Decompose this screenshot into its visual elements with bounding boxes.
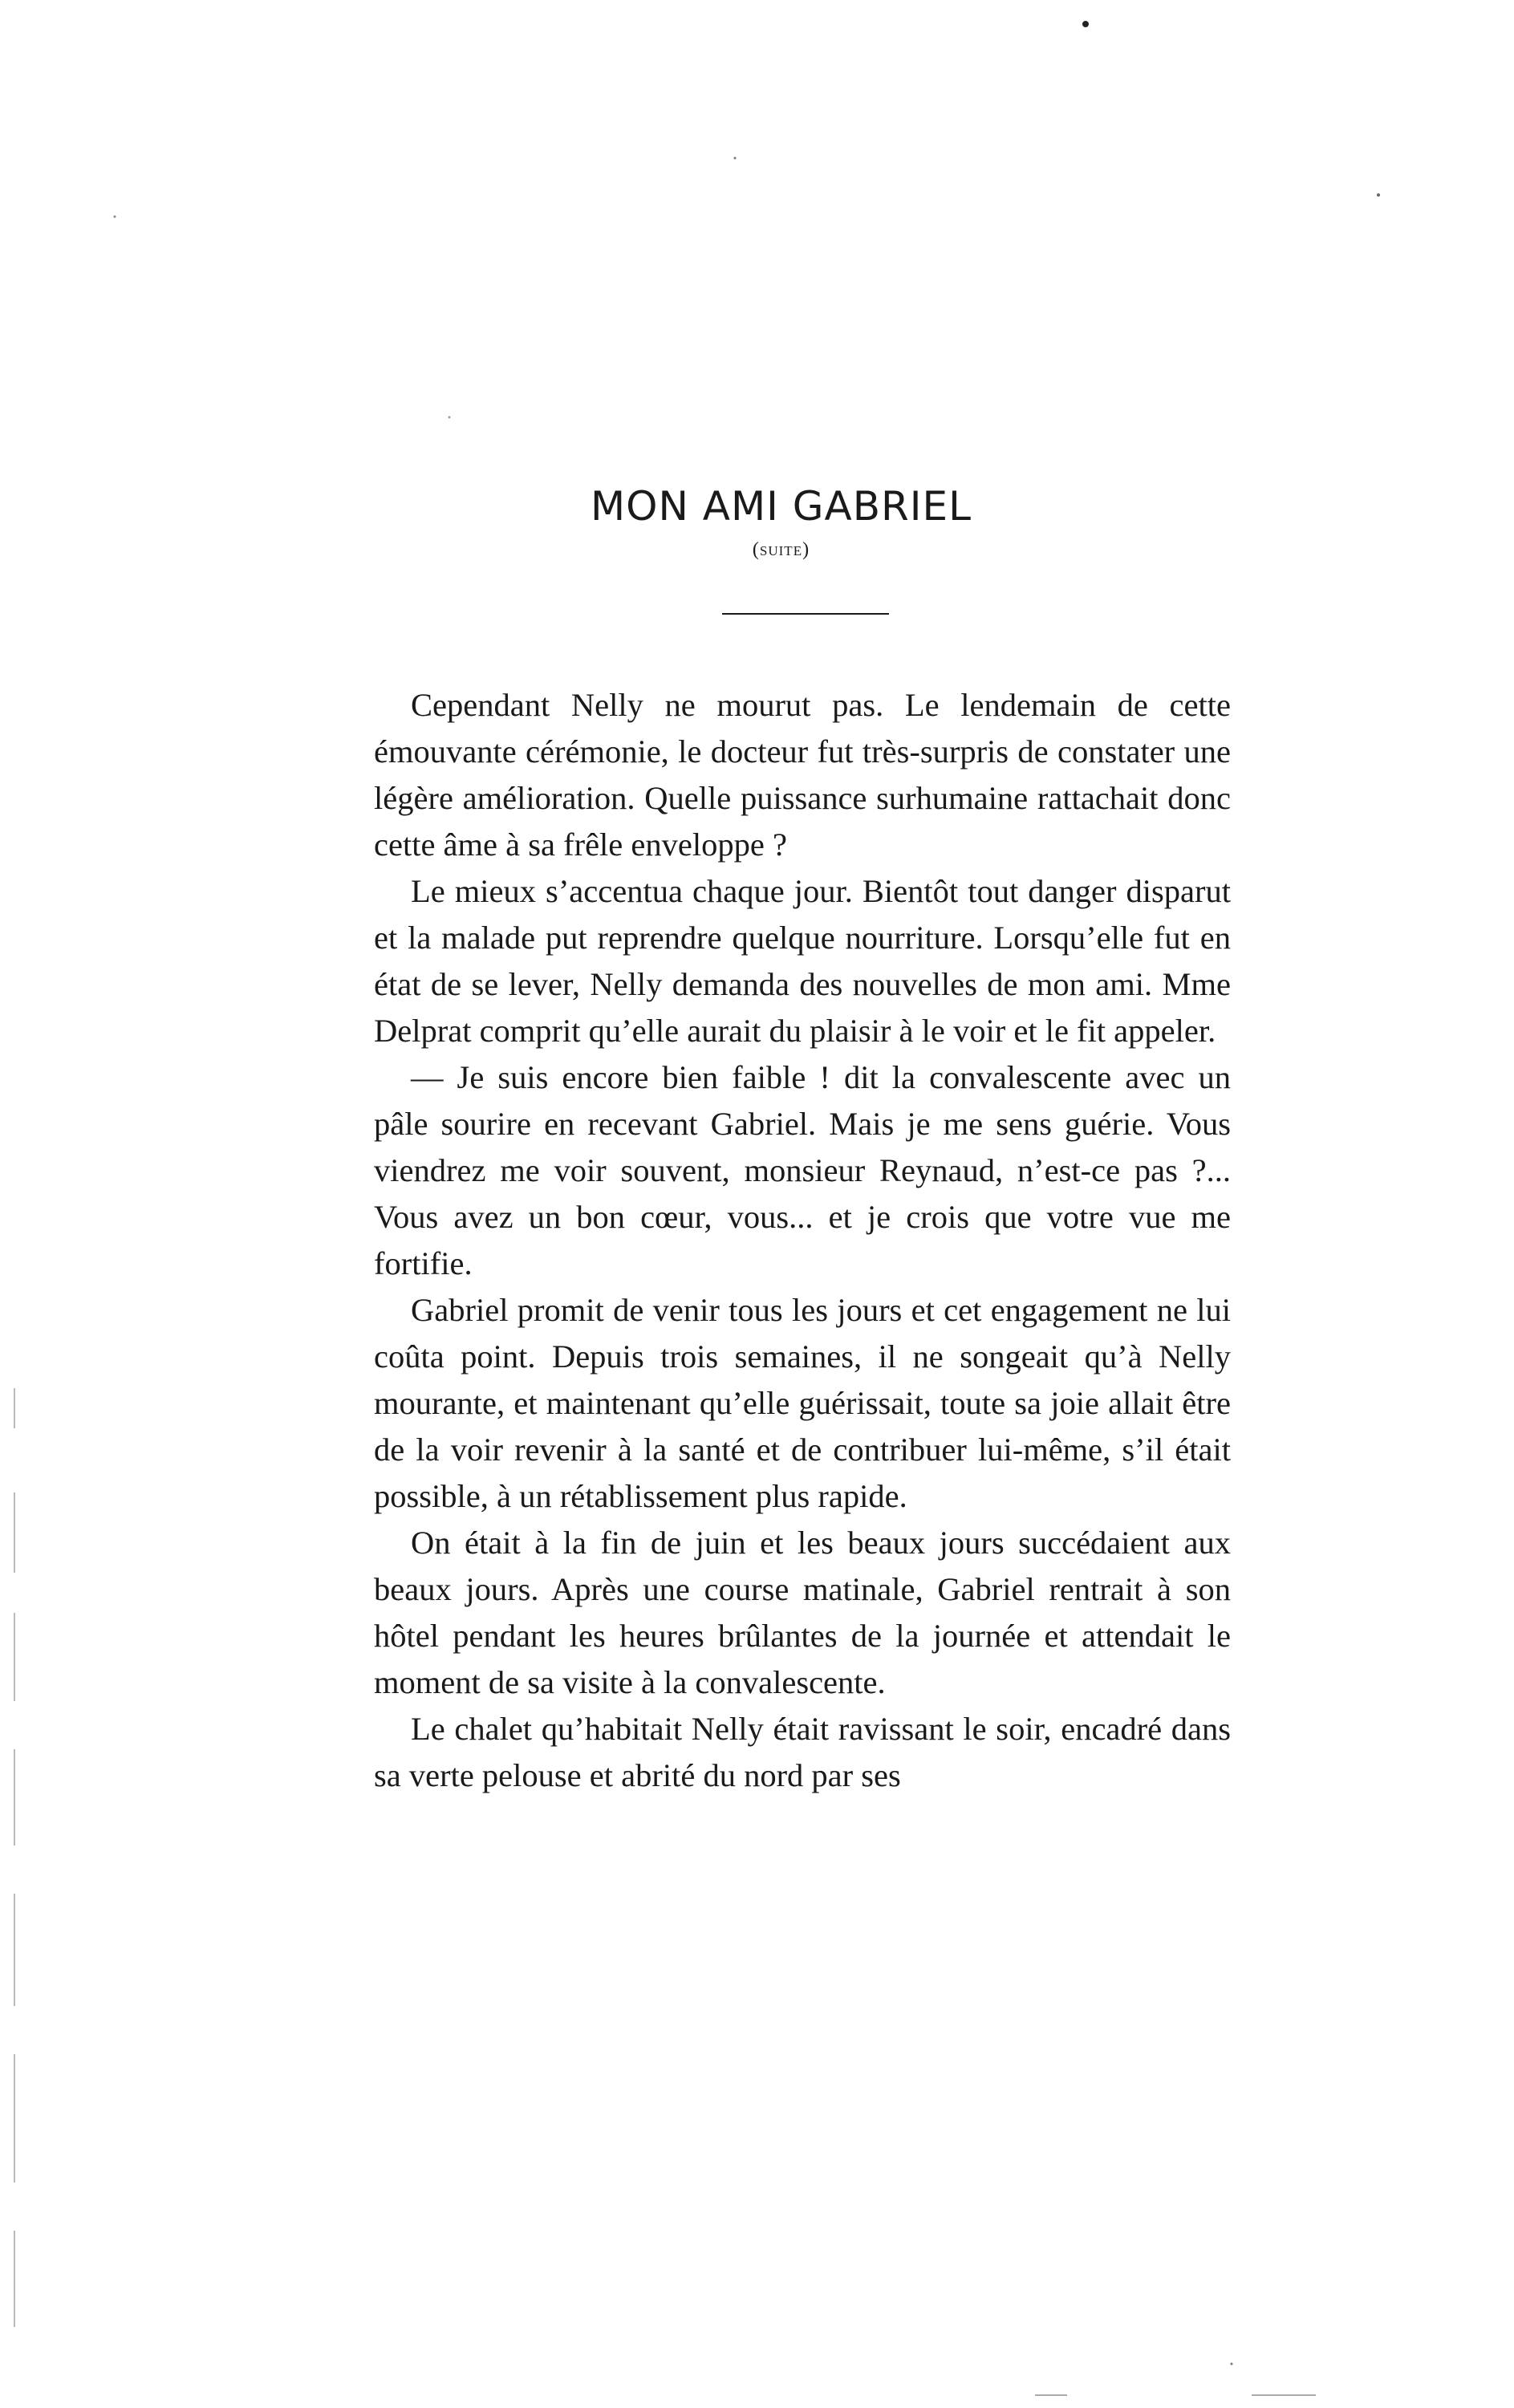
paragraph: Cependant Nelly ne mourut pas. Le lendemain de cette émouvante cérémonie, le docteur fut très-surpris de constater une légère amélioration. Quelle puissance surhumaine rattachait donc cette âme à sa frêle enveloppe ? (374, 687, 1231, 863)
paragraph: — Je suis encore bien faible ! dit la convalescente avec un pâle sourire en recevant Gabriel. Mais je me sens guérie. Vous viendrez me voir souvent, monsieur Reynaud, n’est-ce pas ?... Vous avez un bon cœur, vous... et je crois que votre vue me fortifie. (374, 1059, 1231, 1281)
paragraph: Gabriel promit de venir tous les jours et cet engagement ne lui coûta point. Depuis trois semaines, il ne songeait qu’à Nelly mourante, et maintenant qu’elle guérissait, toute sa joie allait être de la voir revenir à la santé et de contribuer lui-même, s’il était possible, à un rétablissement plus rapide. (374, 1292, 1231, 1514)
page-subtitle: (suite) (752, 539, 810, 560)
title-divider (722, 613, 889, 615)
page-title: MON AMI GABRIEL (591, 482, 972, 530)
body-text (374, 682, 1231, 1799)
paragraph: Le chalet qu’habitait Nelly était ravissant le soir, encadré dans sa verte pelouse et abrité du nord par ses (374, 1711, 1231, 1793)
paragraph: Le mieux s’accentua chaque jour. Bientôt tout danger disparut et la malade put reprendre quelque nourriture. Lorsqu’elle fut en état de se lever, Nelly demanda des nouvelles de mon ami. Mme Delprat comprit qu’elle aurait du plaisir à le voir et le fit appeler. (374, 873, 1231, 1049)
paragraph: On était à la fin de juin et les beaux jours succédaient aux beaux jours. Après une course matinale, Gabriel rentrait à son hôtel pendant les heures brûlantes de la journée et attendait le moment de sa visite à la convalescente. (374, 1525, 1231, 1700)
